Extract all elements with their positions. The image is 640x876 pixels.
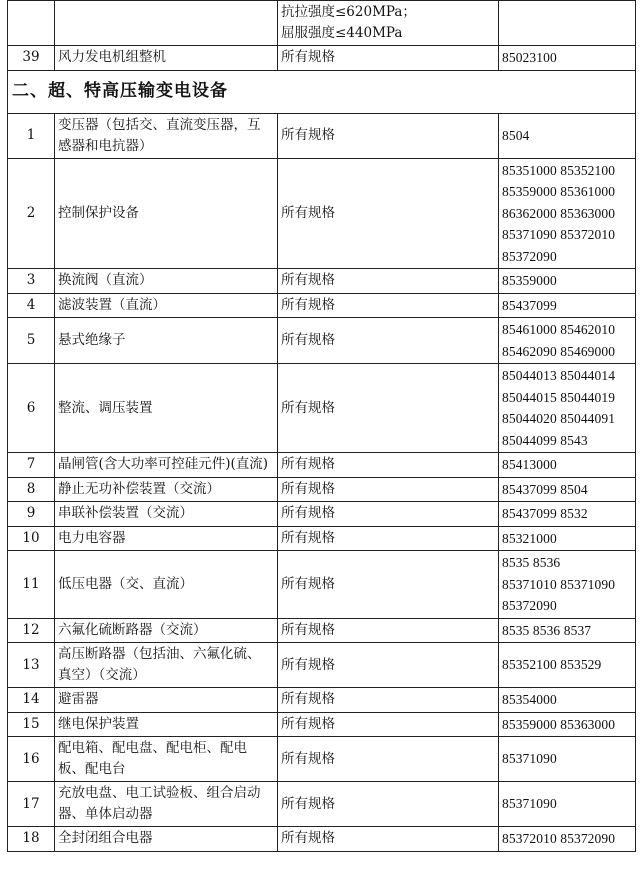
- row-number-cell: 12: [8, 618, 55, 643]
- spec-cell: 所有规格: [278, 688, 499, 713]
- row-number-cell: 10: [8, 526, 55, 551]
- hs-code-cell: [499, 712, 636, 737]
- spec-cell: 所有规格: [278, 477, 499, 502]
- hs-code-cell: [499, 269, 636, 294]
- row-number-cell: 15: [8, 712, 55, 737]
- hs-code-line: 85462090 85469000: [502, 343, 616, 359]
- item-name-cell: 整流、调压装置: [55, 364, 278, 453]
- row-number-cell: 4: [8, 293, 55, 318]
- hs-code-cell: [499, 782, 636, 827]
- hs-code-cell: [499, 643, 636, 688]
- hs-code-line: 85371090: [502, 796, 557, 812]
- hs-code-cell: [499, 318, 636, 364]
- hs-code-line: 85044015 85044019: [502, 389, 616, 405]
- item-name-cell: 电力电容器: [55, 526, 278, 551]
- row-number-cell: 14: [8, 688, 55, 713]
- hs-code-line: 85461000 85462010: [502, 322, 616, 337]
- item-name-cell: 悬式绝缘子: [55, 318, 278, 364]
- spec-line: 屈服强度≤440MPa: [281, 25, 403, 41]
- item-name-cell: [55, 1, 278, 46]
- item-name-cell: 避雷器: [55, 688, 278, 713]
- spec-cell: 所有规格: [278, 46, 499, 71]
- row-number-cell: 17: [8, 782, 55, 827]
- hs-code-cell: [499, 827, 636, 852]
- hs-code-cell: [499, 526, 636, 551]
- equipment-table: [7, 0, 636, 852]
- item-name-cell: 变压器（包括交、直流变压器，互感器和电抗器）: [55, 113, 278, 158]
- spec-cell: 所有规格: [278, 502, 499, 527]
- table-row: [8, 502, 636, 527]
- hs-code-line: 85437099: [502, 297, 557, 313]
- row-number-cell: 16: [8, 737, 55, 782]
- hs-code-cell: [499, 618, 636, 643]
- hs-code-cell: [499, 551, 636, 619]
- table-row: [8, 526, 636, 551]
- hs-code-cell: [499, 453, 636, 478]
- item-name-cell: 滤波装置（直流）: [55, 293, 278, 318]
- row-number-cell: 8: [8, 477, 55, 502]
- hs-code-line: 85371090 85372010: [502, 227, 616, 242]
- row-number-cell: 9: [8, 502, 55, 527]
- spec-cell: 所有规格: [278, 737, 499, 782]
- hs-code-cell: [499, 113, 636, 158]
- table-row: [8, 737, 636, 782]
- hs-code-cell: [499, 688, 636, 713]
- hs-code-line: 86362000 85363000: [502, 205, 616, 221]
- row-number-cell: [8, 1, 55, 46]
- hs-code-line: 85044020 85044091: [502, 411, 616, 426]
- spec-cell: 所有规格: [278, 712, 499, 737]
- hs-code-line: 85372010 85372090: [502, 831, 616, 846]
- table-row: [8, 453, 636, 478]
- spec-cell: 所有规格: [278, 782, 499, 827]
- spec-line: 抗拉强度≤620MPa；: [281, 4, 416, 20]
- spec-cell: 所有规格: [278, 364, 499, 453]
- hs-code-line: 85351000 85352100: [502, 162, 616, 178]
- section-header-row: [8, 70, 636, 113]
- hs-code-cell: [499, 293, 636, 318]
- item-name-cell: 串联补偿装置（交流）: [55, 502, 278, 527]
- document-page: [7, 0, 635, 852]
- item-name-cell: 静止无功补偿装置（交流）: [55, 477, 278, 502]
- item-name-cell: 高压断路器（包括油、六氟化硫、真空）（交流）: [55, 643, 278, 688]
- hs-code-line: 85437099 8532: [502, 506, 588, 521]
- item-name-cell: 充放电盘、电工试验板、组合启动器、单体启动器: [55, 782, 278, 827]
- table-row: [8, 688, 636, 713]
- item-name-cell: 低压电器（交、直流）: [55, 551, 278, 619]
- table-row: [8, 827, 636, 852]
- hs-code-line: 8504: [502, 127, 530, 143]
- hs-code-line: 85413000: [502, 457, 557, 472]
- row-number-cell: 39: [8, 46, 55, 71]
- spec-cell: 所有规格: [278, 643, 499, 688]
- spec-cell: 所有规格: [278, 551, 499, 619]
- row-number-cell: 2: [8, 158, 55, 269]
- row-number-cell: 5: [8, 318, 55, 364]
- spec-cell: 所有规格: [278, 293, 499, 318]
- table-row: [8, 477, 636, 502]
- table-row: [8, 712, 636, 737]
- table-row: [8, 318, 636, 364]
- hs-code-cell: 85023100: [499, 46, 636, 71]
- hs-code-line: 85359000 85361000: [502, 184, 616, 199]
- item-name-cell: 控制保护设备: [55, 158, 278, 269]
- spec-cell: 所有规格: [278, 158, 499, 269]
- spec-cell: 所有规格: [278, 526, 499, 551]
- hs-code-line: 85371090: [502, 751, 557, 767]
- item-name-cell: 继电保护装置: [55, 712, 278, 737]
- item-name-cell: 风力发电机组整机: [55, 46, 278, 71]
- row-number-cell: 3: [8, 269, 55, 294]
- spec-cell: 所有规格: [278, 318, 499, 364]
- spec-cell: [278, 1, 499, 46]
- hs-code-cell: [499, 364, 636, 453]
- spec-cell: 所有规格: [278, 618, 499, 643]
- hs-code-cell: [499, 158, 636, 269]
- spec-cell: 所有规格: [278, 453, 499, 478]
- table-row-continued: [8, 1, 636, 46]
- hs-code-line: 8535 8536 8537: [502, 622, 592, 638]
- table-row: [8, 618, 636, 643]
- item-name-cell: 晶闸管(含大功率可控硅元件)(直流): [55, 453, 278, 478]
- spec-cell: 所有规格: [278, 113, 499, 158]
- table-row: [8, 551, 636, 619]
- hs-code-line: 85359000: [502, 273, 557, 288]
- spec-cell: 所有规格: [278, 269, 499, 294]
- table-row: [8, 643, 636, 688]
- hs-code-cell: [499, 477, 636, 502]
- row-number-cell: 7: [8, 453, 55, 478]
- hs-code-line: 85437099 8504: [502, 481, 588, 497]
- hs-code-line: 8535 8536: [502, 555, 561, 570]
- row-number-cell: 13: [8, 643, 55, 688]
- hs-code-line: 85372090: [502, 598, 557, 613]
- row-number-cell: 11: [8, 551, 55, 619]
- hs-code-line: 85372090: [502, 248, 557, 264]
- hs-code-line: 85321000: [502, 530, 557, 546]
- table-row: [8, 46, 636, 71]
- section-title: 二、超、特高压输变电设备: [8, 70, 636, 113]
- hs-code-line: 85359000 85363000: [502, 716, 616, 732]
- item-name-cell: 换流阀（直流）: [55, 269, 278, 294]
- item-name-cell: 全封闭组合电器: [55, 827, 278, 852]
- row-number-cell: 18: [8, 827, 55, 852]
- hs-code-line: 85044013 85044014: [502, 368, 616, 383]
- table-row: [8, 158, 636, 269]
- hs-code-line: 85354000: [502, 692, 557, 707]
- table-row: [8, 293, 636, 318]
- table-row: [8, 782, 636, 827]
- table-row: [8, 269, 636, 294]
- table-row: [8, 113, 636, 158]
- hs-code-cell: [499, 737, 636, 782]
- hs-code-cell: [499, 1, 636, 46]
- equipment-table-body: [8, 1, 636, 852]
- row-number-cell: 6: [8, 364, 55, 453]
- item-name-cell: 六氟化硫断路器（交流）: [55, 618, 278, 643]
- hs-code-line: 85352100 853529: [502, 657, 602, 673]
- hs-code-cell: [499, 502, 636, 527]
- hs-code-line: 85371010 85371090: [502, 576, 616, 592]
- hs-code-line: 85044099 8543: [502, 432, 588, 448]
- item-name-cell: 配电箱、配电盘、配电柜、配电板、配电台: [55, 737, 278, 782]
- spec-cell: 所有规格: [278, 827, 499, 852]
- table-row: [8, 364, 636, 453]
- row-number-cell: 1: [8, 113, 55, 158]
